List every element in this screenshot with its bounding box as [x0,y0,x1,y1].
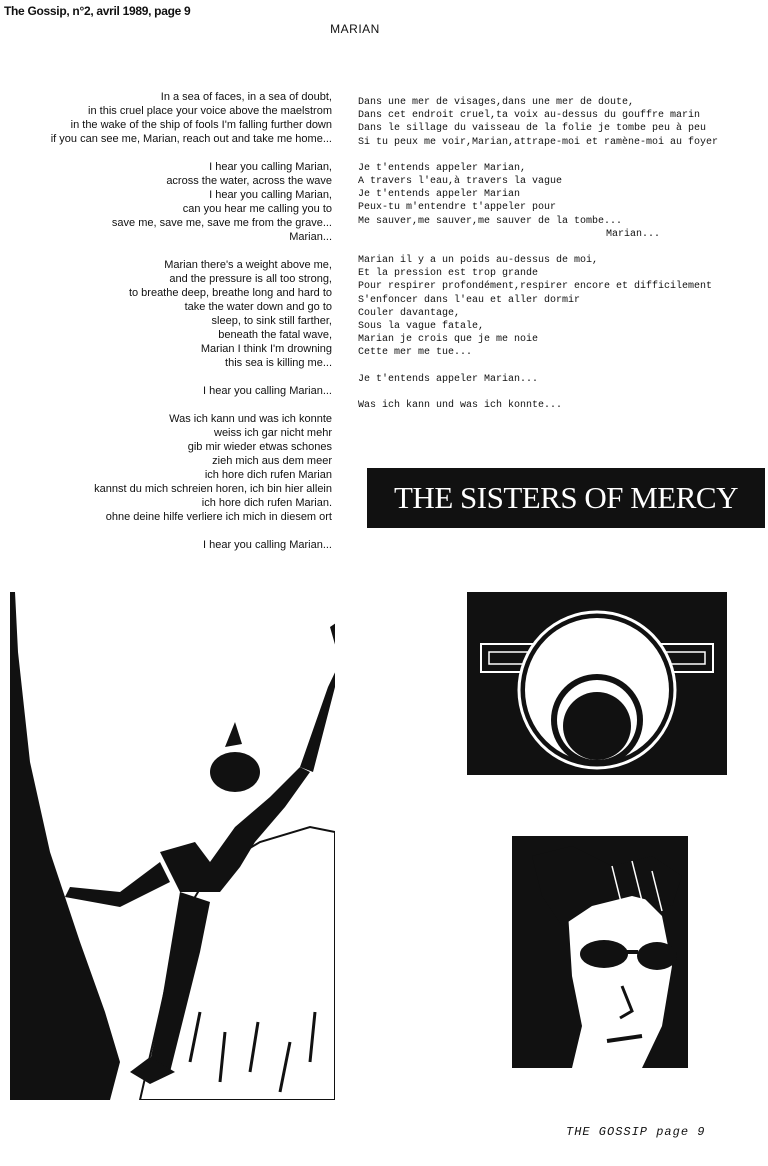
stanza-gap [0,398,332,412]
stanza-gap [0,524,332,538]
stanza-gap [0,244,332,258]
lyric-line: and the pressure is all too strong, [169,273,332,285]
lyric-line: ohne deine hilfe verliere ich mich in diesem ort [105,511,332,523]
lyric-line: kannst du mich schreien horen, ich bin hier allein [94,483,332,495]
lyric-line: ich hore dich rufen Marian [204,469,332,481]
stanza-gap [358,241,768,254]
lyrics-french [358,96,768,412]
lyric-line: Je t'entends appeler Marian [358,189,521,201]
lyric-line: Me sauver,me sauver,me sauver de la tombe... [358,215,623,227]
lyric-line: ich hore dich rufen Marian. [201,497,332,509]
lyric-line: I hear you calling Marian, [209,161,332,173]
performer-photo [10,592,335,1100]
performer-image [10,592,335,1100]
lyric-line: if you can see me, Marian, reach out and take me home... [50,133,332,145]
portrait-photo [512,836,688,1068]
lyric-line: beneath the fatal wave, [218,329,332,341]
lyric-line: Couler davantage, [358,307,461,319]
lyric-line: Marian I think I'm drowning [200,343,332,355]
stanza-gap [358,360,768,373]
lyric-line: in the wake of the ship of fools I'm falling further down [70,119,332,131]
lyric-line: Sous la vague fatale, [358,321,485,333]
lyric-line: Je t'entends appeler Marian, [358,162,527,174]
lyric-line: Cette mer me tue... [358,347,473,359]
lyric-line: Si tu peux me voir,Marian,attrape-moi et ramène-moi au foyer [358,136,719,148]
stanza-gap [0,146,332,160]
lyric-line: Dans une mer de visages,dans une mer de doute, [358,97,635,108]
lyric-line: Dans le sillage du vaisseau de la folie je tombe peu à peu [358,123,707,135]
lyric-line: Peux-tu m'entendre t'appeler pour [358,202,557,214]
lyric-line: Marian je crois que je me noie [358,334,539,346]
stanza-gap [358,149,768,162]
lyric-line: Je t'entends appeler Marian... [358,373,539,385]
band-name: THE SISTERS OF MERCY [394,480,738,515]
lyric-line: Marian il y a un poids au-dessus de moi, [358,255,599,267]
lyric-line: weiss ich gar nicht mehr [214,427,332,439]
lyric-line: Was ich kann und was ich konnte... [358,399,563,411]
lyric-line: Was ich kann und was ich konnte [169,413,332,425]
lyric-line: I hear you calling Marian... [202,539,332,551]
lyric-line: can you hear me calling you to [182,203,332,215]
lyric-line: S'enfoncer dans l'eau et aller dormir [358,294,581,306]
stanza-gap [0,370,332,384]
lyric-line: I hear you calling Marian, [209,189,332,201]
lyric-line: Marian... [606,228,661,240]
lyrics-english [0,90,332,552]
lyric-line: Marian there's a weight above me, [164,259,332,271]
lyric-line: gib mir wieder etwas schones [187,441,332,453]
lyric-line: I hear you calling Marian... [202,385,332,397]
lyric-line: save me, save me, save me from the grave... [111,217,332,229]
lyric-line: Pour respirer profondément,respirer encore et difficilement [358,281,713,293]
lyric-line: take the water down and go to [184,301,332,313]
album-artwork [467,592,727,775]
page-footer: THE GOSSIP page 9 [566,1125,706,1139]
lyric-line: In a sea of faces, in a sea of doubt, [160,91,332,103]
lyric-line: this sea is killing me... [225,357,332,369]
lyric-line: sleep, to sink still farther, [211,315,332,327]
lyric-line: A travers l'eau,à travers la vague [358,176,563,188]
portrait-image [512,836,688,1068]
album-art-image [467,592,727,775]
lyric-line: zieh mich aus dem meer [212,455,332,467]
band-name-banner [367,468,765,528]
lyric-line: Marian... [289,231,332,243]
lyric-line: Et la pression est trop grande [358,268,539,280]
lyric-line: in this cruel place your voice above the maelstrom [88,105,332,117]
lyric-line: to breathe deep, breathe long and hard to [128,287,332,299]
lyric-line: Dans cet endroit cruel,ta voix au-dessus du gouffre marin [358,110,701,122]
issue-header: The Gossip, n°2, avril 1989, page 9 [4,4,191,18]
lyric-line: across the water, across the wave [166,175,332,187]
stanza-gap [358,386,768,399]
page-title: MARIAN [330,22,380,36]
